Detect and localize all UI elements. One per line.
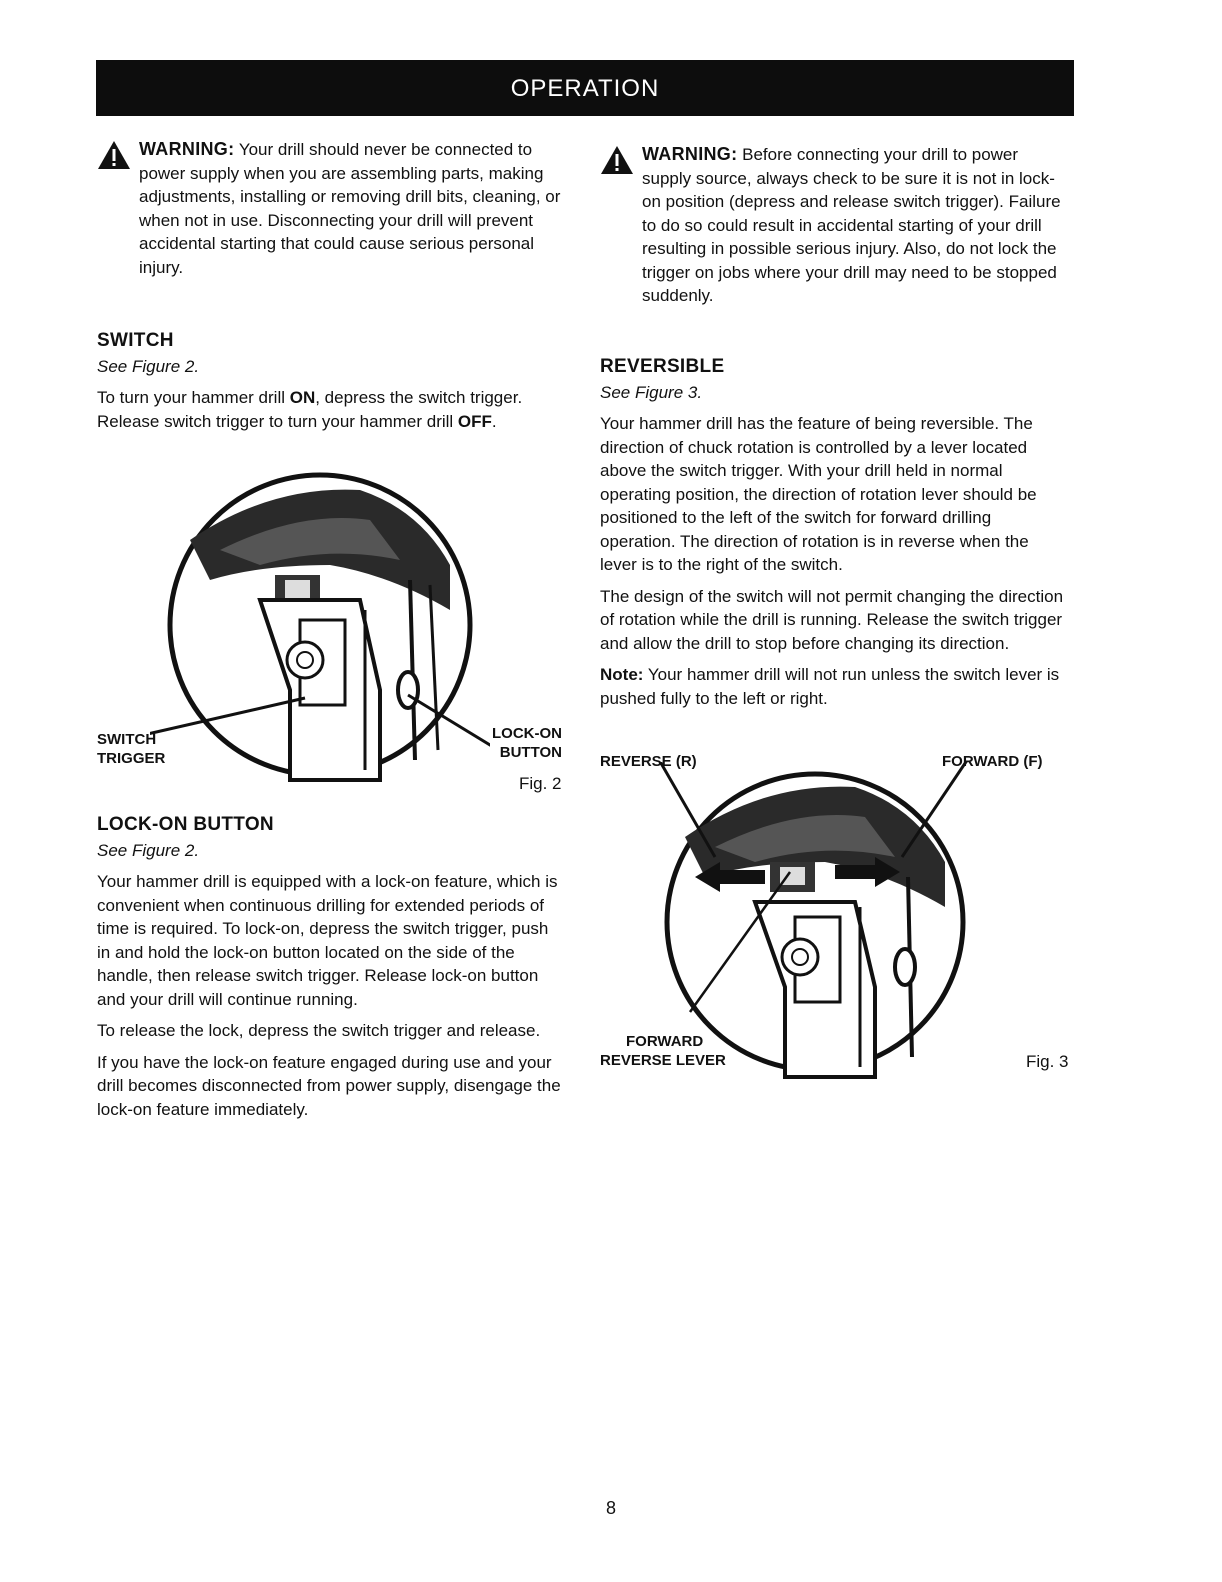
section-title: OPERATION bbox=[510, 75, 660, 102]
lock-on-heading: LOCK-ON BUTTON bbox=[97, 814, 274, 835]
warning-block bbox=[600, 143, 1070, 308]
warning-block bbox=[97, 138, 563, 279]
reversible-section bbox=[600, 355, 1070, 718]
right-column bbox=[600, 143, 1070, 316]
figure-2-label-lock-on-button: LOCK-ON BUTTON bbox=[492, 725, 562, 761]
lock-on-paragraph-2: To release the lock, depress the switch trigger and release. bbox=[97, 1021, 541, 1040]
warning-icon bbox=[97, 140, 131, 170]
figure-2-caption: Fig. 2 bbox=[519, 774, 562, 793]
reversible-paragraph-1: Your hammer drill has the feature of being reversible. The direction of chuck rotation is controlled by a lever located above the switch trigger. With your drill held in normal operating position, the direction of rotation lever should be positioned to the left of the switch for forward drilling operation. The direction of rotation is in reverse when the lever is to the right of the switch. bbox=[600, 414, 1037, 574]
warning-icon bbox=[600, 145, 634, 175]
figure-3-label-forward-reverse-lever: FORWARD REVERSE LEVER bbox=[600, 1033, 726, 1069]
figure-2-drill-illustration bbox=[150, 470, 490, 790]
warning-text: Before connecting your drill to power supply source, always check to be sure it is not in lock-on position (depress and release switch trigger). Failure to do so could result in accidental starting of your drill resulting in possible serious injury. Also, do not lock the trigger on jobs where your drill may need to be stopped suddenly. bbox=[642, 145, 1061, 305]
warning-label: WARNING: bbox=[642, 144, 738, 164]
warning-text: Your drill should never be connected to power supply when you are assembling parts, making adjustments, installing or removing drill bits, cleaning, or when not in use. Disconnecting your drill will prevent accidental starting that could cause serious personal injury. bbox=[139, 140, 561, 277]
switch-section bbox=[97, 329, 559, 441]
lock-on-see-figure: See Figure 2. bbox=[97, 840, 200, 860]
section-banner bbox=[96, 60, 1074, 116]
left-column bbox=[97, 138, 563, 287]
reversible-note: Note: Your hammer drill will not run unless the switch lever is pushed fully to the left or right. bbox=[600, 665, 1060, 708]
lock-on-paragraph-3: If you have the lock-on feature engaged during use and your drill becomes disconnected from power supply, disengage the lock-on feature immediately. bbox=[97, 1052, 561, 1119]
switch-heading: SWITCH bbox=[97, 330, 174, 351]
figure-3-label-reverse: REVERSE (R) bbox=[600, 753, 697, 770]
warning-label: WARNING: bbox=[139, 139, 235, 159]
switch-see-figure: See Figure 2. bbox=[97, 356, 200, 376]
page-number: 8 bbox=[605, 1498, 616, 1518]
reversible-paragraph-2: The design of the switch will not permit changing the direction of rotation while the drill is running. Release the switch trigger and allow the drill to stop before changing its direction. bbox=[600, 586, 1064, 653]
switch-paragraph: To turn your hammer drill ON, depress the switch trigger. Release switch trigger to turn your hammer drill OFF. bbox=[97, 388, 523, 431]
figure-2-label-switch-trigger: SWITCH TRIGGER bbox=[97, 731, 166, 767]
figure-3-caption: Fig. 3 bbox=[1026, 1052, 1069, 1071]
reversible-heading: REVERSIBLE bbox=[600, 356, 725, 377]
reversible-see-figure: See Figure 3. bbox=[600, 382, 703, 402]
lock-on-section bbox=[97, 813, 563, 1129]
figure-3-label-forward: FORWARD (F) bbox=[942, 753, 1043, 770]
lock-on-paragraph-1: Your hammer drill is equipped with a lock-on feature, which is convenient when continuous drilling for extended periods of time is required. To lock-on, depress the switch trigger, push in and hold the lock-on button located on the side of the handle, then release switch trigger. Release lock-on button and your drill will continue running. bbox=[97, 872, 558, 1009]
